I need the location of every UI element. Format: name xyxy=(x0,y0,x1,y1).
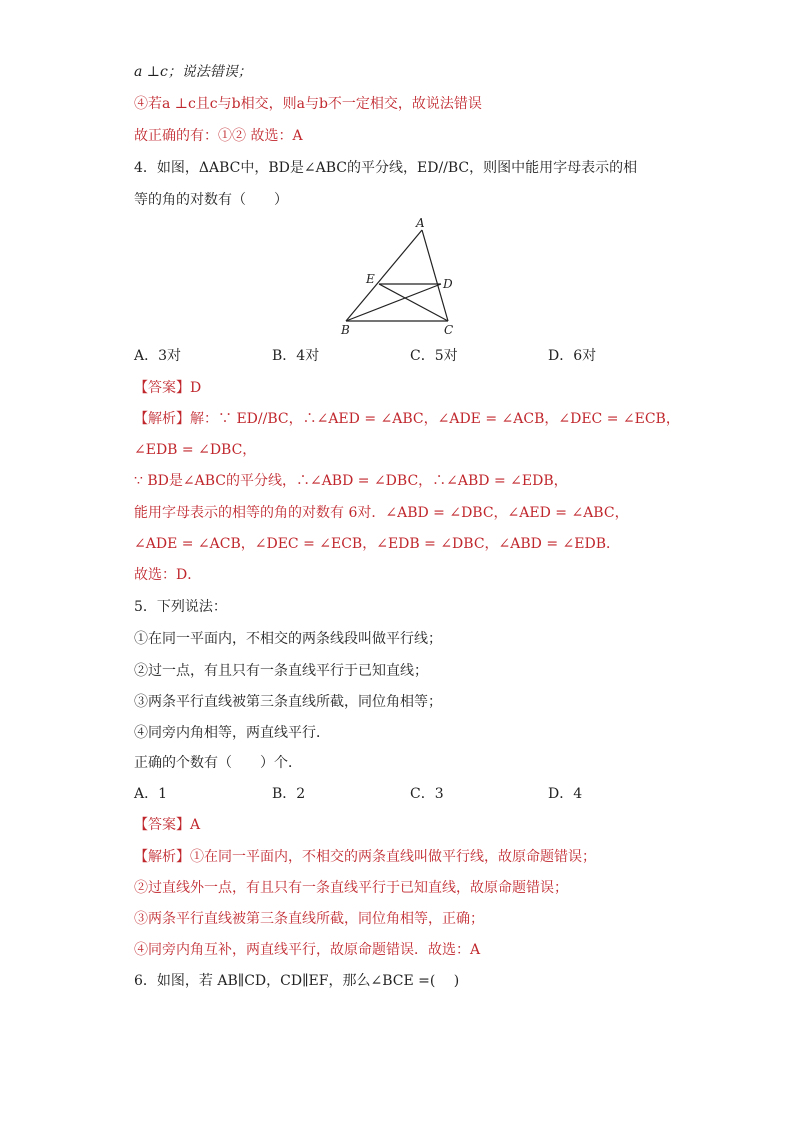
option-b: B．2 xyxy=(272,786,306,802)
segment-ec xyxy=(379,284,448,321)
option-a: A．1 xyxy=(134,786,168,802)
solution-line: ②过直线外一点，有且只有一条直线平行于已知直线，故原命题错误； xyxy=(134,880,568,896)
solution-line: 能用字母表示的相等的角的对数有 6对．∠ABD = ∠DBC，∠AED = ∠ABC， xyxy=(134,505,629,521)
option-d: D．4 xyxy=(548,786,583,802)
question-5-text: 5．下列说法： xyxy=(134,599,227,615)
segment-ab xyxy=(346,230,422,321)
text-line: a ⊥c；说法错误； xyxy=(134,64,252,80)
statement-2: ②过一点，有且只有一条直线平行于已知直线； xyxy=(134,663,428,679)
solution-line: ④同旁内角互补，两直线平行，故原命题错误．故选：A xyxy=(134,942,481,958)
option-d: D．6对 xyxy=(548,348,597,364)
solution-line: 故选：D． xyxy=(134,567,202,583)
segment-bd xyxy=(346,284,441,321)
segment-ac xyxy=(422,230,448,321)
statement-4: ④同旁内角相等，两直线平行． xyxy=(134,725,330,741)
option-b: B．4对 xyxy=(272,348,320,364)
label-e: E xyxy=(366,272,375,286)
option-a: A．3对 xyxy=(134,348,182,364)
option-c: C．3 xyxy=(410,786,444,802)
statement-1: ①在同一平面内，不相交的两条线段叫做平行线； xyxy=(134,631,442,647)
solution-line: ③两条平行直线被第三条直线所截，同位角相等，正确； xyxy=(134,911,484,927)
solution-line: ∵ BD是∠ABC的平分线，∴∠ABD = ∠DBC，∴∠ABD = ∠EDB， xyxy=(134,473,568,489)
question-5-ask: 正确的个数有（ ）个． xyxy=(134,755,302,771)
label-b: B xyxy=(341,323,350,337)
question-4-text: 4．如图，ΔABC中，BD是∠ABC的平分线，ED//BC，则图中能用字母表示的相 xyxy=(134,160,638,176)
solution-line: 【解析】解：∵ ED//BC，∴∠AED = ∠ABC，∠ADE = ∠ACB，∠DEC = ∠ECB， xyxy=(134,411,680,427)
label-a: A xyxy=(416,216,425,230)
question-6-text: 6．如图，若 AB∥CD，CD∥EF，那么∠BCE =( ) xyxy=(134,973,460,989)
answer-label: 【答案】A xyxy=(134,817,201,833)
question-4-text-cont: 等的角的对数有（ ） xyxy=(134,192,288,208)
statement-3: ③两条平行直线被第三条直线所截，同位角相等； xyxy=(134,694,442,710)
solution-line: ∠EDB = ∠DBC， xyxy=(134,442,257,458)
solution-line: 【解析】①在同一平面内，不相交的两条直线叫做平行线，故原命题错误； xyxy=(134,849,596,865)
triangle-figure xyxy=(336,214,466,340)
text-line: 故正确的有：①② 故选：A xyxy=(134,128,303,144)
label-c: C xyxy=(444,323,454,337)
solution-line: ∠ADE = ∠ACB，∠DEC = ∠ECB，∠EDB = ∠DBC，∠ABD = ∠EDB． xyxy=(134,536,620,552)
answer-label: 【答案】D xyxy=(134,380,202,396)
option-c: C．5对 xyxy=(410,348,458,364)
label-d: D xyxy=(443,277,453,291)
text-line: ④若a ⊥c且c与b相交，则a与b不一定相交，故说法错误 xyxy=(134,96,482,112)
